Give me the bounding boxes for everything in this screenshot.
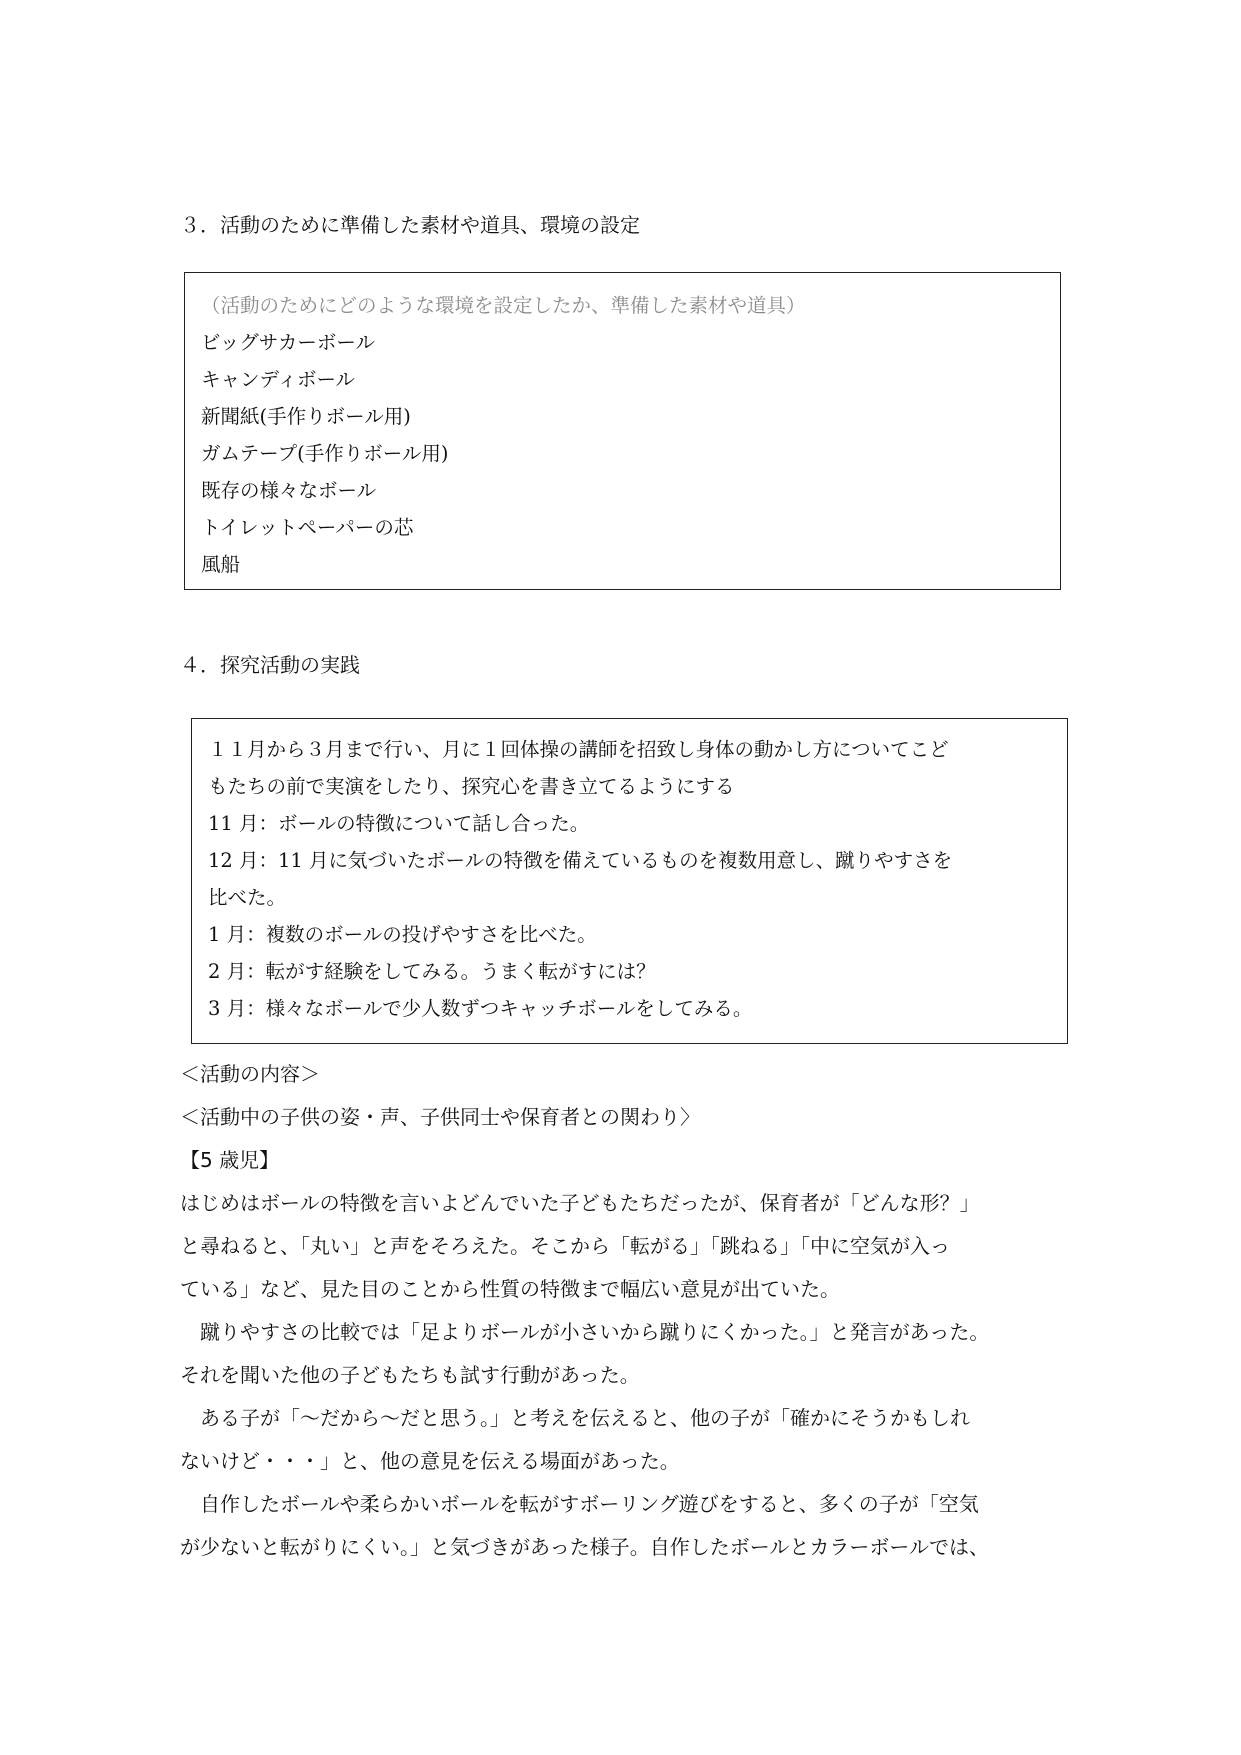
body-line: 蹴りやすさの比較では「足よりボールが小さいから蹴りにくかった。」と発言があった。 bbox=[200, 1320, 990, 1344]
practice-line: もたちの前で実演をしたり、探究心を書き立てるようにする bbox=[208, 775, 735, 798]
body-line: はじめはボールの特徴を言いよどんでいた子どもたちだったが、保育者が「どんな形？」 bbox=[180, 1191, 980, 1215]
practice-line: １１月から３月まで行い、月に１回体操の講師を招致し身体の動かし方についてこど bbox=[208, 738, 949, 761]
materials-placeholder: （活動のためにどのような環境を設定したか、準備した素材や道具） bbox=[201, 294, 806, 317]
material-item: 新聞紙(手作りボール用) bbox=[201, 405, 411, 428]
material-item: ビッグサカーボール bbox=[201, 331, 375, 354]
child-interaction-heading: ＜活動中の子供の姿・声、子供同士や保育者との関わり〉 bbox=[180, 1105, 700, 1129]
body-line: ないけど・・・」と、他の意見を伝える場面があった。 bbox=[180, 1449, 680, 1473]
body-line: が少ないと転がりにくい。」と気づきがあった様子。自作したボールとカラーボールでは、 bbox=[180, 1535, 989, 1559]
material-item: トイレットペーパーの芯 bbox=[201, 516, 414, 539]
materials-box bbox=[184, 272, 1061, 590]
material-item: 既存の様々なボール bbox=[201, 479, 377, 502]
material-item: 風船 bbox=[201, 553, 241, 576]
practice-box bbox=[191, 718, 1068, 1044]
material-item: ガムテープ(手作りボール用) bbox=[201, 442, 449, 465]
activity-description bbox=[180, 1053, 1100, 1569]
material-item: キャンディボール bbox=[201, 368, 356, 391]
practice-line: 比べた。 bbox=[208, 886, 287, 909]
section-4-heading: ４．探究活動の実践 bbox=[180, 653, 360, 677]
practice-line: 1 月：複数のボールの投げやすさを比べた。 bbox=[208, 923, 597, 946]
body-line: それを聞いた他の子どもたちも試す行動があった。 bbox=[180, 1363, 640, 1387]
body-line: ある子が「～だから～だと思う。」と考えを伝えると、他の子が「確かにそうかもしれ bbox=[200, 1406, 970, 1430]
age-group-label: 【5 歳児】 bbox=[180, 1148, 280, 1172]
practice-line: 12 月：11 月に気づいたボールの特徴を備えているものを複数用意し、蹴りやすさを bbox=[208, 849, 953, 872]
practice-line: 3 月：様々なボールで少人数ずつキャッチボールをしてみる。 bbox=[208, 997, 753, 1020]
body-line: と尋ねると、「丸い」と声をそろえた。そこから「転がる」「跳ねる」「中に空気が入っ bbox=[180, 1234, 950, 1258]
body-line: 自作したボールや柔らかいボールを転がすボーリング遊びをすると、多くの子が「空気 bbox=[200, 1492, 979, 1516]
body-line: ている」など、見た目のことから性質の特徴まで幅広い意見が出ていた。 bbox=[180, 1277, 840, 1301]
section-3-heading: ３．活動のために準備した素材や道具、環境の設定 bbox=[180, 213, 640, 237]
activity-content-heading: ＜活動の内容＞ bbox=[180, 1062, 320, 1086]
practice-line: 2 月：転がす経験をしてみる。うまく転がすには？ bbox=[208, 960, 656, 983]
practice-line: 11 月：ボールの特徴について話し合った。 bbox=[208, 812, 590, 835]
